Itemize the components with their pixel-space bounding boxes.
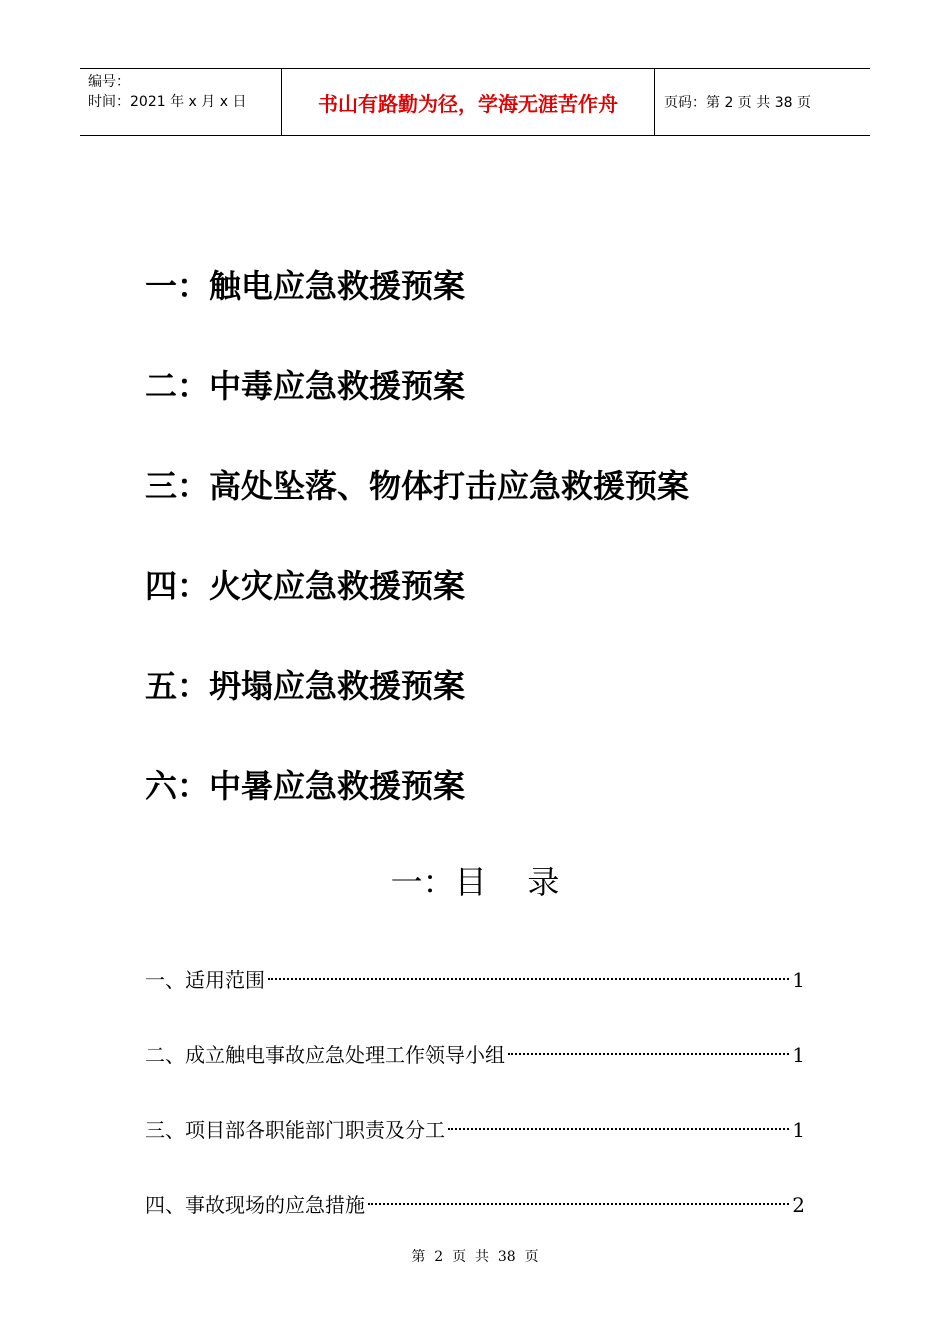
header-meta: [80, 69, 282, 135]
toc-entry-page: 2: [792, 1193, 805, 1217]
toc-entry-text: 三、项目部各职能部门职责及分工: [145, 1118, 445, 1142]
plan-title: 六：中暑应急救援预案: [145, 767, 466, 805]
page-footer: 第 2 页 共 38 页: [411, 1249, 539, 1265]
toc-entry[interactable]: [145, 1035, 805, 1110]
toc-entry[interactable]: [145, 960, 805, 1035]
document-date: 时间：2021 年 x 月 x 日: [88, 94, 247, 110]
toc-entry-text: 二、成立触电事故应急处理工作领导小组: [145, 1043, 505, 1067]
document-number-label: 编号：: [88, 74, 130, 90]
toc-leader-dots: [268, 978, 789, 980]
plan-title: 五：坍塌应急救援预案: [145, 667, 466, 705]
toc-entry-text: 四、事故现场的应急措施: [145, 1193, 365, 1217]
plan-title-list: [145, 262, 689, 862]
toc-entry-page: 1: [792, 1118, 805, 1142]
toc-leader-dots: [448, 1128, 789, 1130]
toc-entry[interactable]: [145, 1110, 805, 1185]
plan-title: 二：中毒应急救援预案: [145, 367, 466, 405]
toc-leader-dots: [508, 1053, 789, 1055]
header-motto: 书山有路勤为径，学海无涯苦作舟: [282, 69, 655, 135]
plan-title: 三：高处坠落、物体打击应急救援预案: [145, 467, 690, 505]
toc-heading: 一：目 录: [390, 863, 560, 901]
toc-entry-text: 一、适用范围: [145, 968, 265, 992]
toc-entry-page: 1: [792, 968, 805, 992]
toc-leader-dots: [368, 1203, 789, 1205]
plan-title: 一：触电应急救援预案: [145, 267, 466, 305]
header-page-info: 页码：第 2 页 共 38 页: [664, 95, 811, 111]
plan-title: 四：火灾应急救援预案: [145, 567, 466, 605]
page-header: [80, 68, 870, 136]
toc-entry-page: 1: [792, 1043, 805, 1067]
table-of-contents: [145, 960, 805, 1260]
